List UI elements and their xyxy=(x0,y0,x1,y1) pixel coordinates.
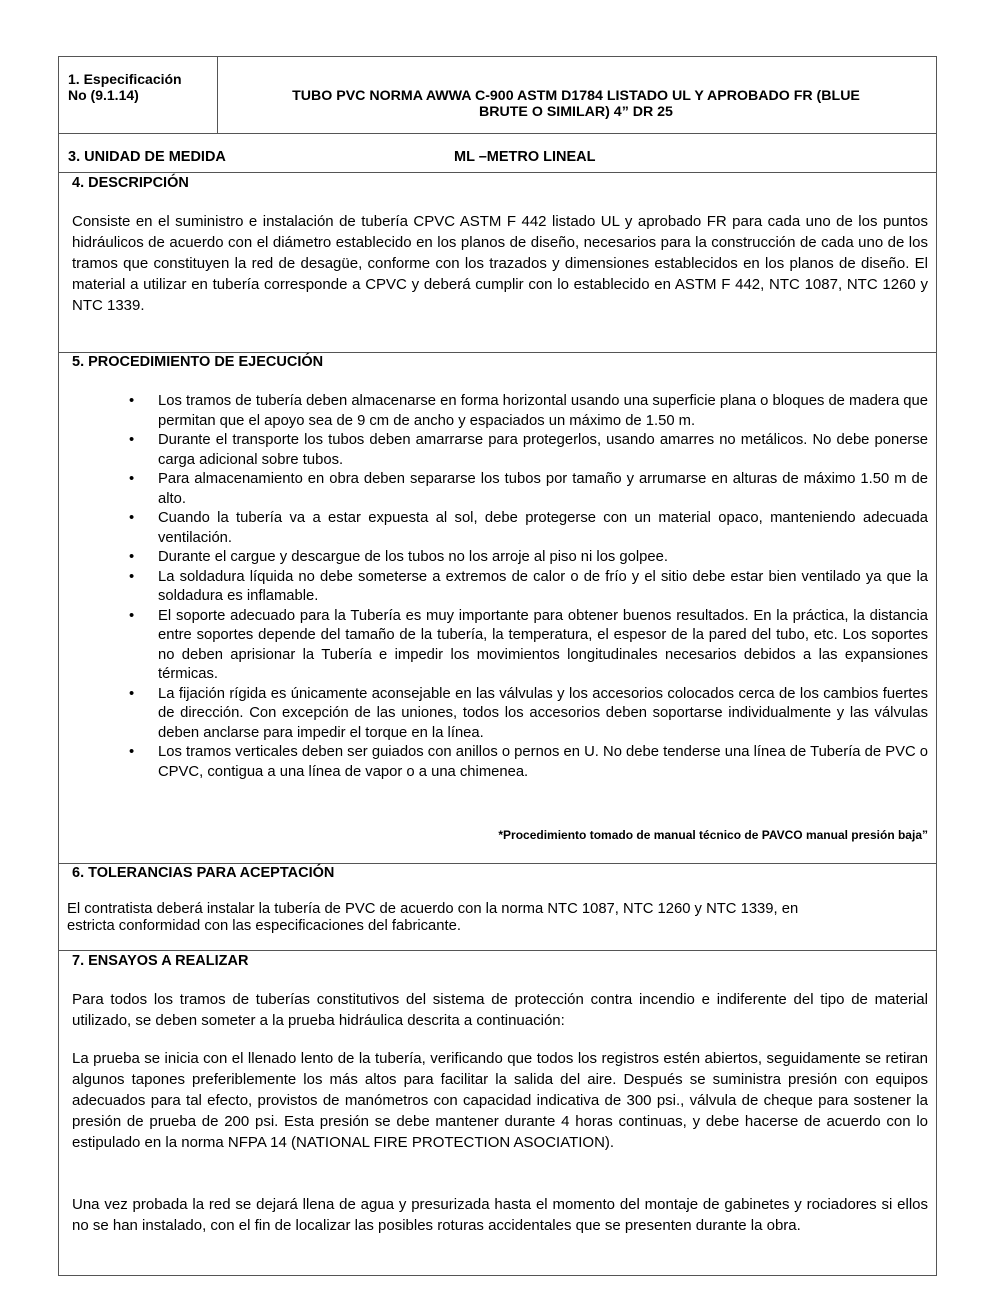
list-item: • Los tramos verticales deben ser guiados con anillos o pernos en U. No debe tenderse una línea de Tubería de PVC o CPVC, contigua a una línea de vapor o a una chimenea. xyxy=(129,744,928,780)
tests-paragraph-1: Para todos los tramos de tuberías constitutivos del sistema de protección contra incendio e indiferente del tipo de material utilizado, se deben someter a la prueba hidráulica descrita a continuación: xyxy=(72,991,928,1029)
bullet-icon: • xyxy=(129,568,135,585)
spec-number: No (9.1.14) xyxy=(68,87,139,103)
procedure-bottom-rule xyxy=(58,863,937,864)
bullet-icon: • xyxy=(129,510,135,526)
unit-bottom-rule xyxy=(58,172,937,173)
description-text: Consiste en el suministro e instalación de tubería CPVC ASTM F 442 listado UL y aprobado FR para cada uno de los puntos hidráulicos de acuerdo con el diámetro establecido en los planos de diseño, necesarios para la construcción de cada uno de los tramos que constituyen la red de desagüe, conforme con los trazados y dimensiones establecidos en los planos de diseño. El material a utilizar en tubería corresponde a CPVC y deberá cumplir con lo establecido en ASTM F 442, NTC 1087, NTC 1260 y NTC 1339. xyxy=(72,213,928,314)
bullet-icon: • xyxy=(129,393,135,409)
list-item: • Durante el cargue y descargue de los tubos no los arroje al piso ni los golpee. xyxy=(122,548,928,568)
procedure-title: 5. PROCEDIMIENTO DE EJECUCIÓN xyxy=(72,354,324,370)
list-item: • Cuando la tubería va a estar expuesta al sol, debe protegerse con un material opaco, manteniendo adecuada ventilación. xyxy=(129,510,928,546)
bullet-icon: • xyxy=(129,549,135,565)
bullet-icon: • xyxy=(129,432,135,448)
tolerances-line1: El contratista deberá instalar la tubería de PVC de acuerdo con la norma NTC 1087, NTC 1260 y NTC 1339, en xyxy=(67,901,799,917)
bullet-icon: • xyxy=(129,744,135,760)
bullet-icon: • xyxy=(129,607,135,624)
list-item: • El soporte adecuado para la Tubería es muy importante para obtener buenos resultados. En la práctica, la distancia entre soportes depende del tamaño de la tubería, la temperatura, el espesor de la pared del tubo, etc. Los soportes no deben aprisionar la Tubería e impedir los movimientos longitudinales necesarios debidos a las expansiones térmicas. xyxy=(129,607,928,682)
procedure-list xyxy=(122,392,928,782)
list-item: • La fijación rígida es únicamente aconsejable en las válvulas y los accesorios colocados cerca de los cambios fuertes de dirección. Con excepción de las uniones, todos los accesorios deben soportarse individualmente y las válvulas deben anclarse para impedir el torque en la línea. xyxy=(129,685,928,741)
tolerances-text xyxy=(67,901,798,935)
bullet-icon: • xyxy=(129,471,135,487)
description-bottom-rule xyxy=(58,352,937,353)
list-item: • Para almacenamiento en obra deben separarse los tubos por tamaño y arrumarse en alturas de máximo 1.50 m de alto. xyxy=(129,471,928,507)
tolerances-title: 6. TOLERANCIAS PARA ACEPTACIÓN xyxy=(72,865,335,881)
tests-paragraph-3: Una vez probada la red se dejará llena de agua y presurizada hasta el momento del montaje de gabinetes y rociadores si ellos no se han instalado, con el fin de localizar las posibles roturas accidentales que se presenten durante la obra. xyxy=(72,1196,928,1234)
spec-title-line2: BRUTE O SIMILAR) 4” DR 25 xyxy=(479,104,673,120)
bullet-icon: • xyxy=(129,685,135,702)
spec-label: 1. Especificación xyxy=(68,71,182,87)
unit-value: ML –METRO LINEAL xyxy=(454,149,596,165)
tests-paragraph-2: La prueba se inicia con el llenado lento de la tubería, verificando que todos los registros estén abiertos, seguidamente se retiran algunos tapones preferiblemente los más altos para facilitar la salida del aire. Después se suministra presión con equipos adecuados para tal efecto, provistos de manómetros con capacidad indicativa de 300 psi., válvula de cheque para sostener la presión de prueba de 200 psi. Esta presión se debe mantener durante 4 horas continuas, y debe hacerse de acuerdo con lo estipulado en la norma NFPA 14 (NATIONAL FIRE PROTECTION ASOCIATION). xyxy=(72,1050,928,1151)
unit-label: 3. UNIDAD DE MEDIDA xyxy=(68,149,226,165)
header-bottom-rule xyxy=(58,133,937,134)
tolerances-line2: estricta conformidad con las especificaciones del fabricante. xyxy=(67,918,461,934)
header-divider xyxy=(217,56,218,133)
description-title: 4. DESCRIPCIÓN xyxy=(72,175,189,191)
list-item: • Durante el transporte los tubos deben amarrarse para protegerlos, usando amarres no metálicos. No debe ponerse carga adicional sobre tubos. xyxy=(129,432,928,468)
tests-title: 7. ENSAYOS A REALIZAR xyxy=(72,953,249,969)
spec-title xyxy=(220,88,932,120)
spec-id-cell xyxy=(68,71,182,103)
list-item: • Los tramos de tubería deben almacenarse en forma horizontal usando una superficie plana o bloques de madera que permitan que el apoyo sea de 9 cm de ancho y espaciados un máximo de 1.50 m. xyxy=(129,393,928,429)
list-item: • La soldadura líquida no debe someterse a extremos de calor o de frío y el sitio debe estar bien ventilado ya que la soldadura es inflamable. xyxy=(129,568,928,604)
spec-title-line1: TUBO PVC NORMA AWWA C-900 ASTM D1784 LISTADO UL Y APROBADO FR (BLUE xyxy=(292,88,860,104)
procedure-source-note: *Procedimiento tomado de manual técnico de PAVCO manual presión baja” xyxy=(498,828,928,842)
tolerances-bottom-rule xyxy=(58,950,937,951)
